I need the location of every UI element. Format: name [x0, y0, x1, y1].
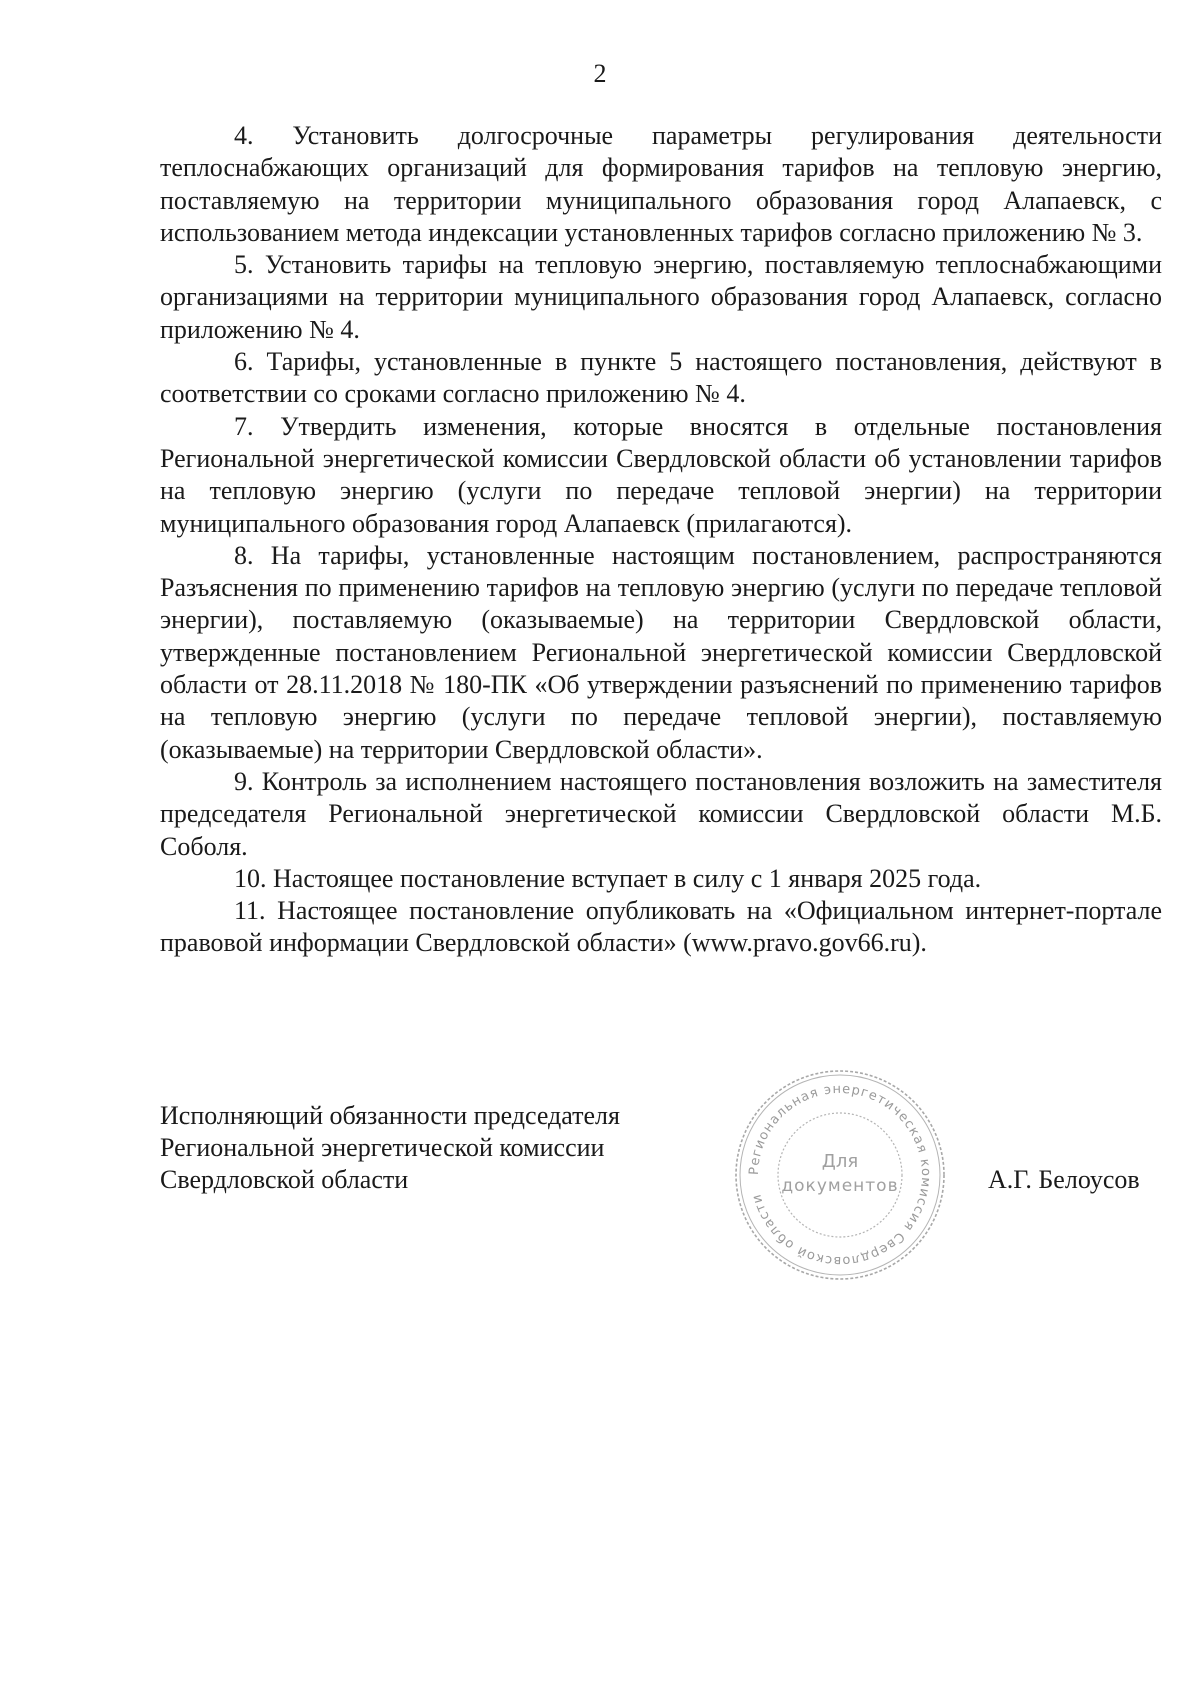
paragraph-4: 4. Установить долгосрочные параметры регулирования деятельности теплоснабжающих организаций для формирования тарифов на тепловую энергию, поставляемую на территории муниципального образования город Алапаевск, с использованием метода индексации установленных тарифов согласно приложению № 3. [160, 121, 1162, 247]
document-body [160, 120, 1162, 960]
stamp-center-line-2: документов [781, 1176, 899, 1196]
signer-title-line-3: Свердловской области [160, 1165, 409, 1194]
svg-text:Региональная энергетическая ко [747, 1082, 933, 1268]
paragraph-10: 10. Настоящее постановление вступает в силу с 1 января 2025 года. [234, 863, 982, 893]
signer-title-line-2: Региональной энергетической комиссии [160, 1133, 605, 1162]
official-seal-stamp [730, 1065, 950, 1285]
page-number: 2 [593, 59, 607, 88]
paragraph-5: 5. Установить тарифы на тепловую энергию, поставляемую теплоснабжающими организациями на территории муниципального образования город Алапаевск, согласно приложению № 4. [160, 250, 1162, 344]
paragraph-8: 8. На тарифы, установленные настоящим постановлением, распространяются Разъяснения по применению тарифов на тепловую энергию (услуги по передаче тепловой энергии), поставляемую (оказываемые) на территории Свердловской области, утвержденные постановлением Региональной энергетической комиссии Свердловской области от 28.11.2018 № 180-ПК «Об утверждении разъяснений по применению тарифов на тепловую энергию (услуги по передаче тепловой энергии), поставляемую (оказываемые) на территории Свердловской области». [160, 540, 1162, 764]
signer-name: А.Г. Белоусов [988, 1165, 1140, 1194]
paragraph-7: 7. Утвердить изменения, которые вносятся в отдельные постановления Региональной энергетической комиссии Свердловской области об установлении тарифов на тепловую энергию (услуги по передаче тепловой энергии) на территории муниципального образования город Алапаевск (прилагаются). [160, 411, 1162, 538]
paragraph-11: 11. Настоящее постановление опубликовать на «Официальном интернет-портале правовой информации Свердловской области» (www.pravo.gov66.ru). [160, 896, 1162, 958]
paragraph-6: 6. Тарифы, установленные в пункте 5 настоящего постановления, действуют в соответствии со сроками согласно приложению № 4. [160, 347, 1162, 409]
paragraph-9: 9. Контроль за исполнением настоящего постановления возложить на заместителя председателя Региональной энергетической комиссии Свердловской области М.Б. Соболя. [160, 766, 1162, 861]
stamp-center-line-1: Для [821, 1151, 859, 1172]
signature-block [160, 1100, 620, 1196]
signer-title-line-1: Исполняющий обязанности председателя [160, 1101, 620, 1130]
stamp-ring-text: Региональная энергетическая комиссия Свердловской области [746, 1081, 934, 1269]
